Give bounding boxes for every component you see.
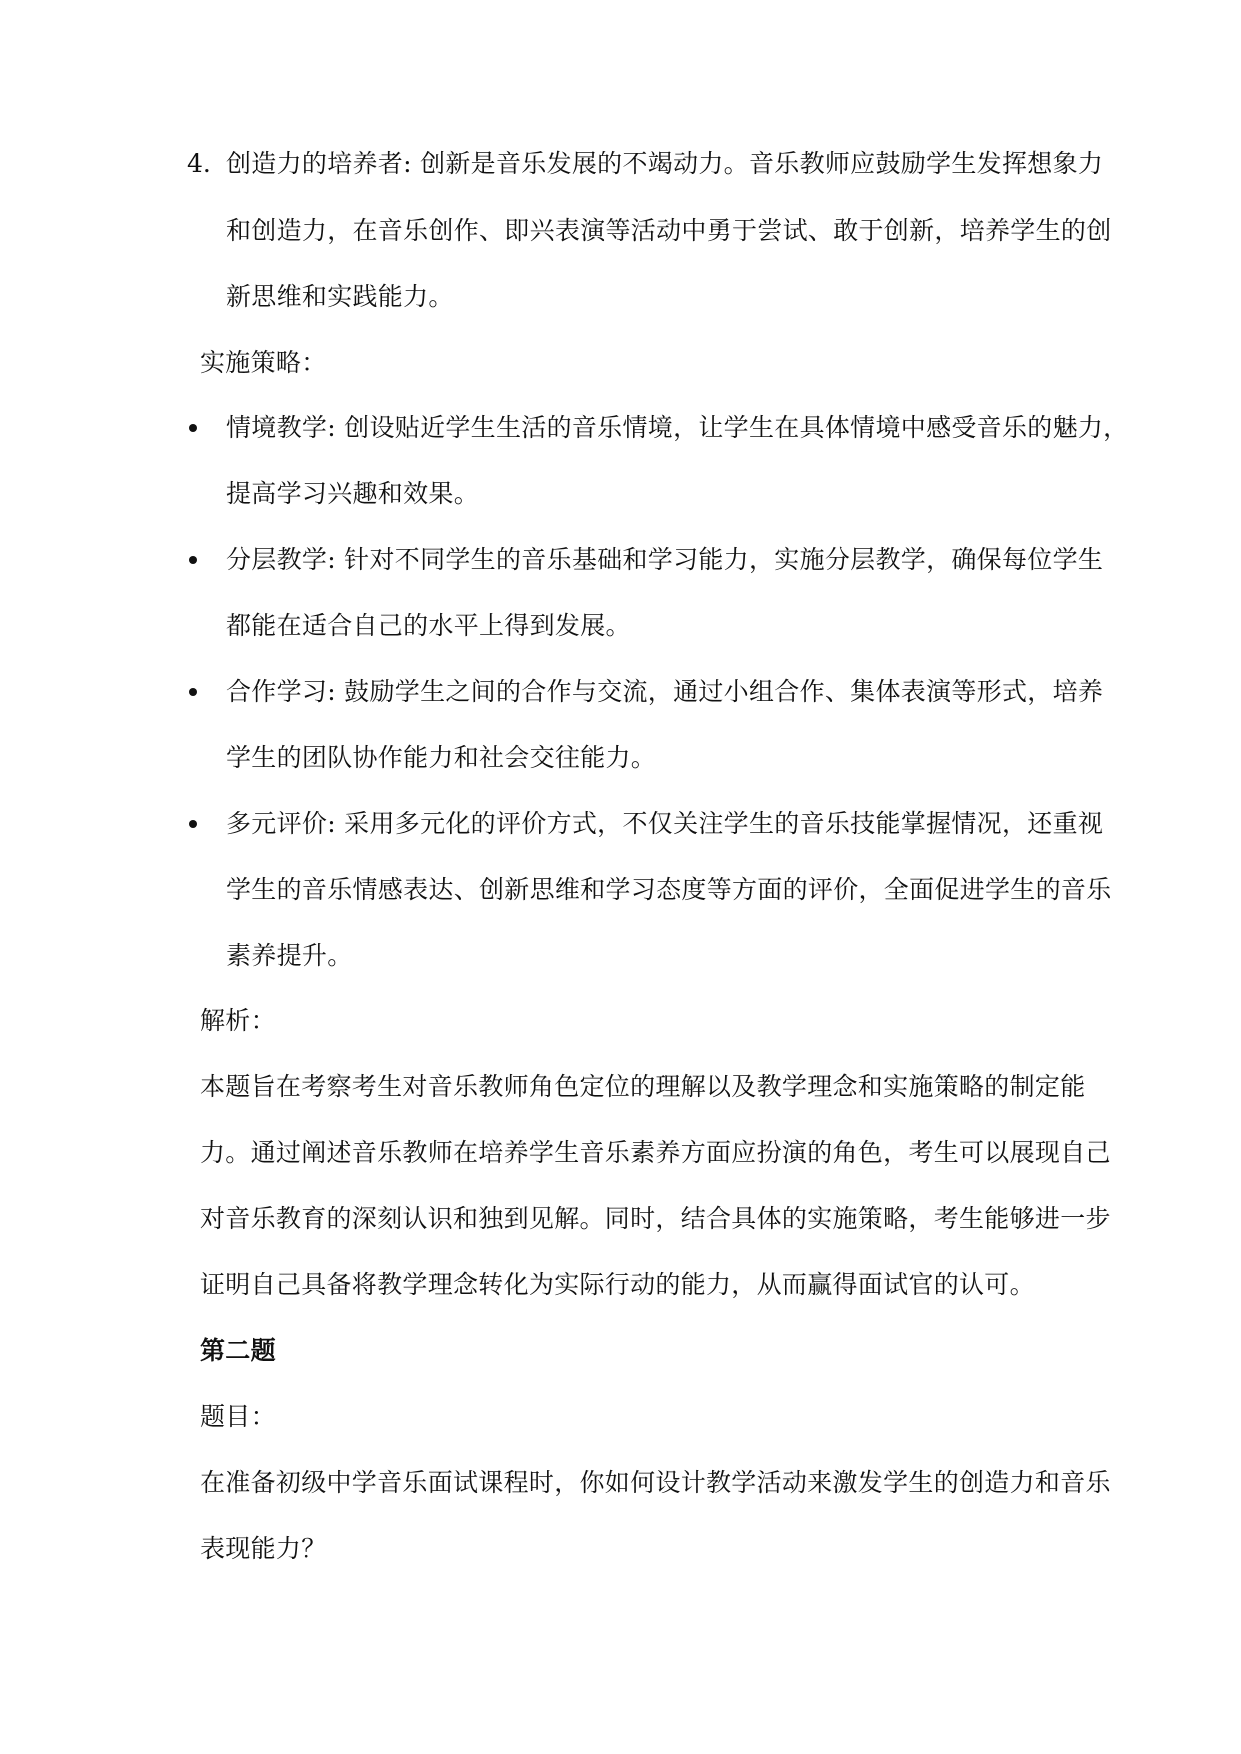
analysis-line-1: 本题旨在考察考生对音乐教师角色定位的理解以及教学理念和实施策略的制定能 <box>200 1072 1086 1101</box>
analysis-line-3: 对音乐教育的深刻认识和独到见解。同时，结合具体的实施策略，考生能够进一步 <box>200 1204 1111 1233</box>
question-line-1: 在准备初级中学音乐面试课程时，你如何设计教学活动来激发学生的创造力和音乐 <box>200 1468 1111 1497</box>
bullet-dot <box>189 820 197 828</box>
question-heading: 题目： <box>200 1402 276 1431</box>
section-title: 第二题 <box>200 1336 276 1365</box>
strategy-2-line-2: 都能在适合自己的水平上得到发展。 <box>226 611 631 640</box>
item-number: 4. <box>187 149 211 178</box>
bullet-dot <box>189 556 197 564</box>
strategy-3-line-2: 学生的团队协作能力和社会交往能力。 <box>226 743 657 772</box>
strategy-2-line-1: 分层教学: 针对不同学生的音乐基础和学习能力，实施分层教学，确保每位学生 <box>226 545 1104 574</box>
analysis-heading: 解析： <box>200 1006 276 1035</box>
item4-line-2: 和创造力，在音乐创作、即兴表演等活动中勇于尝试、敢于创新，培养学生的创 <box>226 216 1112 245</box>
analysis-line-4: 证明自己具备将教学理念转化为实际行动的能力，从而赢得面试官的认可。 <box>200 1270 1035 1299</box>
item4-line-3: 新思维和实践能力。 <box>226 282 454 311</box>
strategy-1-line-1: 情境教学: 创设贴近学生生活的音乐情境，让学生在具体情境中感受音乐的魅力， <box>226 413 1129 442</box>
strategy-heading: 实施策略： <box>200 348 327 377</box>
analysis-line-2: 力。通过阐述音乐教师在培养学生音乐素养方面应扮演的角色，考生可以展现自己 <box>200 1138 1111 1167</box>
strategy-4-line-1: 多元评价: 采用多元化的评价方式，不仅关注学生的音乐技能掌握情况，还重视 <box>226 809 1104 838</box>
question-line-2: 表现能力？ <box>200 1534 327 1563</box>
item4-line-1: 创造力的培养者: 创新是音乐发展的不竭动力。音乐教师应鼓励学生发挥想象力 <box>226 149 1104 178</box>
bullet-dot <box>189 424 197 432</box>
bullet-dot <box>189 688 197 696</box>
strategy-4-line-3: 素养提升。 <box>226 941 353 970</box>
strategy-4-line-2: 学生的音乐情感表达、创新思维和学习态度等方面的评价，全面促进学生的音乐 <box>226 875 1112 904</box>
strategy-1-line-2: 提高学习兴趣和效果。 <box>226 479 480 508</box>
strategy-3-line-1: 合作学习: 鼓励学生之间的合作与交流，通过小组合作、集体表演等形式，培养 <box>226 677 1104 706</box>
